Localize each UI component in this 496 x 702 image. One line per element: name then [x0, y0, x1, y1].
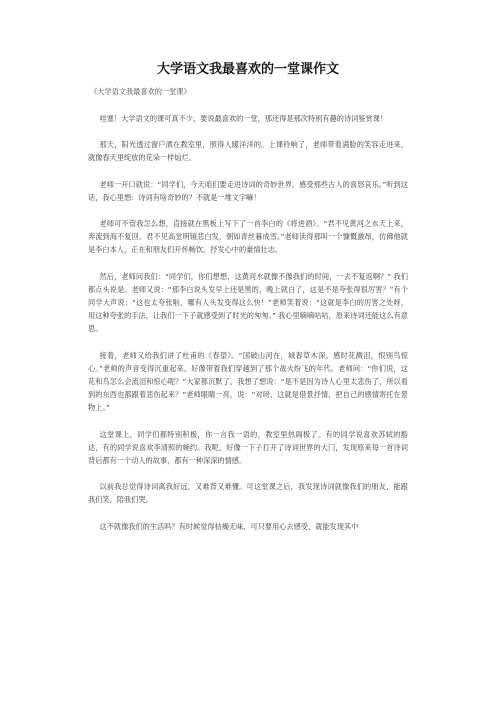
- paragraph-5: 然后，老师问我们：“同学们，你们想想，这黄河水就像不像我们的时间，一去不复返啊？” 我们都点头说是。老师又说：“那李白说头发早上还是黑的，晚上就白了，这是不是夸张得很厉害？”有个同学大声说：“这也太夸张啦，哪有人头发变得这么快！”老师笑着说：“这就是李白的厉害之处呀，用这种夸张的手法，让我们一下子就感受到了时光的匆匆。” 我心里嘀嘀咕咕，原来诗词还能这么有意思。: [88, 271, 408, 334]
- paragraph-6: 接着，老师又给我们讲了杜甫的《春望》。“国破山河在，城春草木深。感时花溅泪，恨别鸟惊心。”老师的声音变得沉重起来，好像带着我们穿越到了那个战火纷飞的年代。老师问：“你们说，这花和鸟怎么会流泪和惊心呢？”大家都沉默了，我想了想说：“是不是因为诗人心里太悲伤了，所以看到的东西也都跟着悲伤起来？”老师眼睛一亮，说：“对呀，这就是借景抒情，把自己的感情寄托在景物上。”: [88, 350, 408, 413]
- paragraph-2: 那天，阳光透过窗户洒在教室里，照得人暖洋洋的。上课铃响了，老师带着满脸的笑容走进来，就像春天里绽放的花朵一样灿烂。: [88, 140, 408, 163]
- document-subtitle: 《大学语文我最喜欢的一堂课》: [90, 87, 191, 96]
- paragraph-3: 老师一开口就说：“同学们，今天咱们要走进诗词的奇妙世界，感受那些古人的喜怒哀乐。”听到这话，我心里想：诗词有啥奇妙的？不就是一堆文字嘛！: [88, 179, 408, 202]
- paragraph-9: 这不就像我们的生活吗？有时候觉得枯燥无味，可只要用心去感受，就能发现其中: [99, 521, 359, 531]
- paragraph-8: 以前我总觉得诗词离我好远，又难背又难懂。可这堂课之后，我发现诗词就像我们的朋友，能跟我们笑，陪我们哭。: [88, 482, 408, 505]
- document-title: 大学语文我最喜欢的一堂课作文: [156, 62, 339, 77]
- paragraph-1: 哇塞！大学语文的课可真不少，要说最喜欢的一堂，那还得是那次特别有趣的诗词鉴赏课！: [99, 114, 388, 123]
- paragraph-4: 老师可不管我怎么想，直接就在黑板上写下了一首李白的《将进酒》。“君不见黄河之水天上来，奔流到海不复回。君不见高堂明镜悲白发，朝如青丝暮成雪。”老师读得那叫一个慷慨激昂，仿佛他就是李白本人，正在和朋友们开怀畅饮，抒发心中的豪情壮志。: [88, 219, 408, 255]
- paragraph-7: 这堂课上，同学们都特别积极，你一言我一语的，教室里热闹极了。有的同学说喜欢苏轼的豁达，有的同学说喜欢李清照的婉约。我呢，好像一下子打开了诗词世界的大门，发现原来每一首诗词背后都有一个动人的故事，都有一种深深的情感。: [88, 429, 408, 466]
